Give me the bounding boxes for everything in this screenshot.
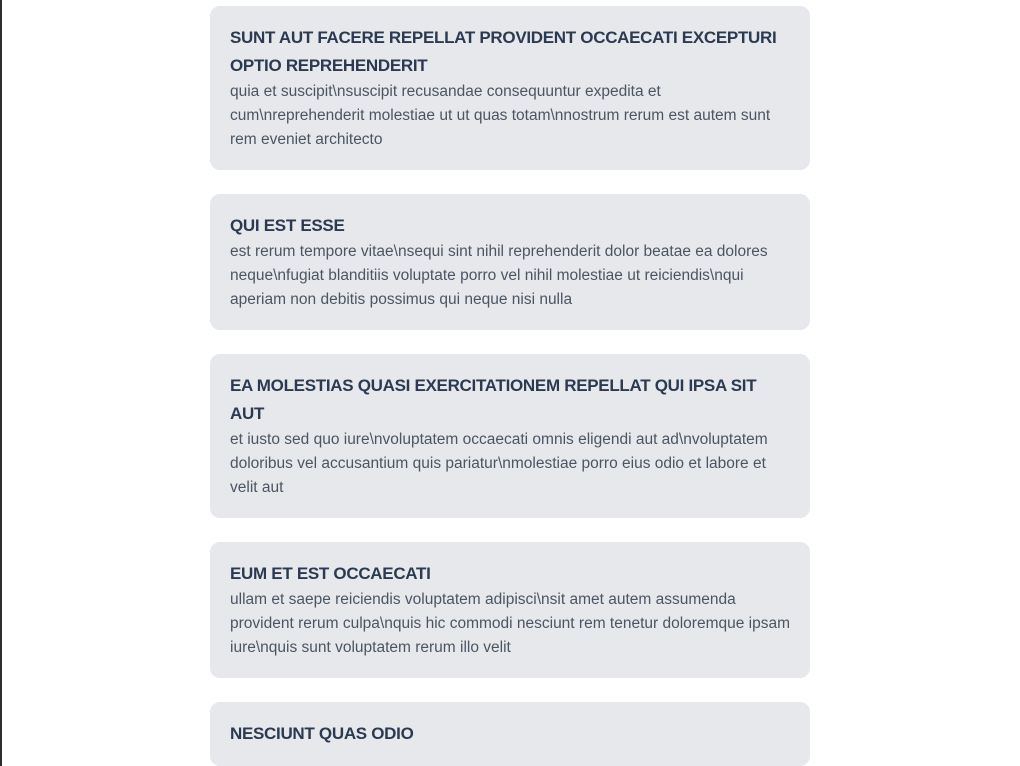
- left-edge-rule: [0, 0, 2, 766]
- post-body: est rerum tempore vitae\nsequi sint nihil reprehenderit dolor beatae ea dolores neque\nfugiat blanditiis voluptate porro vel nihil molestiae ut reiciendis\nqui aperiam non debitis possimus qui neque nisi nulla: [230, 243, 768, 308]
- post-card: [210, 6, 810, 170]
- post-title: QUI EST ESSE: [230, 216, 345, 235]
- post-body: ullam et saepe reiciendis voluptatem adipisci\nsit amet autem assumenda provident rerum culpa\nquis hic commodi nesciunt rem tenetur doloremque ipsam iure\nquis sunt voluptatem rerum illo velit: [230, 591, 790, 656]
- post-card: [210, 354, 810, 518]
- post-title: EUM ET EST OCCAECATI: [230, 564, 431, 583]
- posts-list: [210, 0, 810, 766]
- post-title: SUNT AUT FACERE REPELLAT PROVIDENT OCCAECATI EXCEPTURI OPTIO REPREHENDERIT: [230, 28, 777, 75]
- post-title: NESCIUNT QUAS ODIO: [230, 724, 414, 743]
- post-card: [210, 542, 810, 678]
- post-title: EA MOLESTIAS QUASI EXERCITATIONEM REPELLAT QUI IPSA SIT AUT: [230, 376, 757, 423]
- post-body: et iusto sed quo iure\nvoluptatem occaecati omnis eligendi aut ad\nvoluptatem doloribus vel accusantium quis pariatur\nmolestiae porro eius odio et labore et velit aut: [230, 431, 768, 496]
- post-body: quia et suscipit\nsuscipit recusandae consequuntur expedita et cum\nreprehenderit molestiae ut ut quas totam\nnostrum rerum est autem sunt rem eveniet architecto: [230, 83, 771, 148]
- post-card: [210, 702, 810, 766]
- post-card: [210, 194, 810, 330]
